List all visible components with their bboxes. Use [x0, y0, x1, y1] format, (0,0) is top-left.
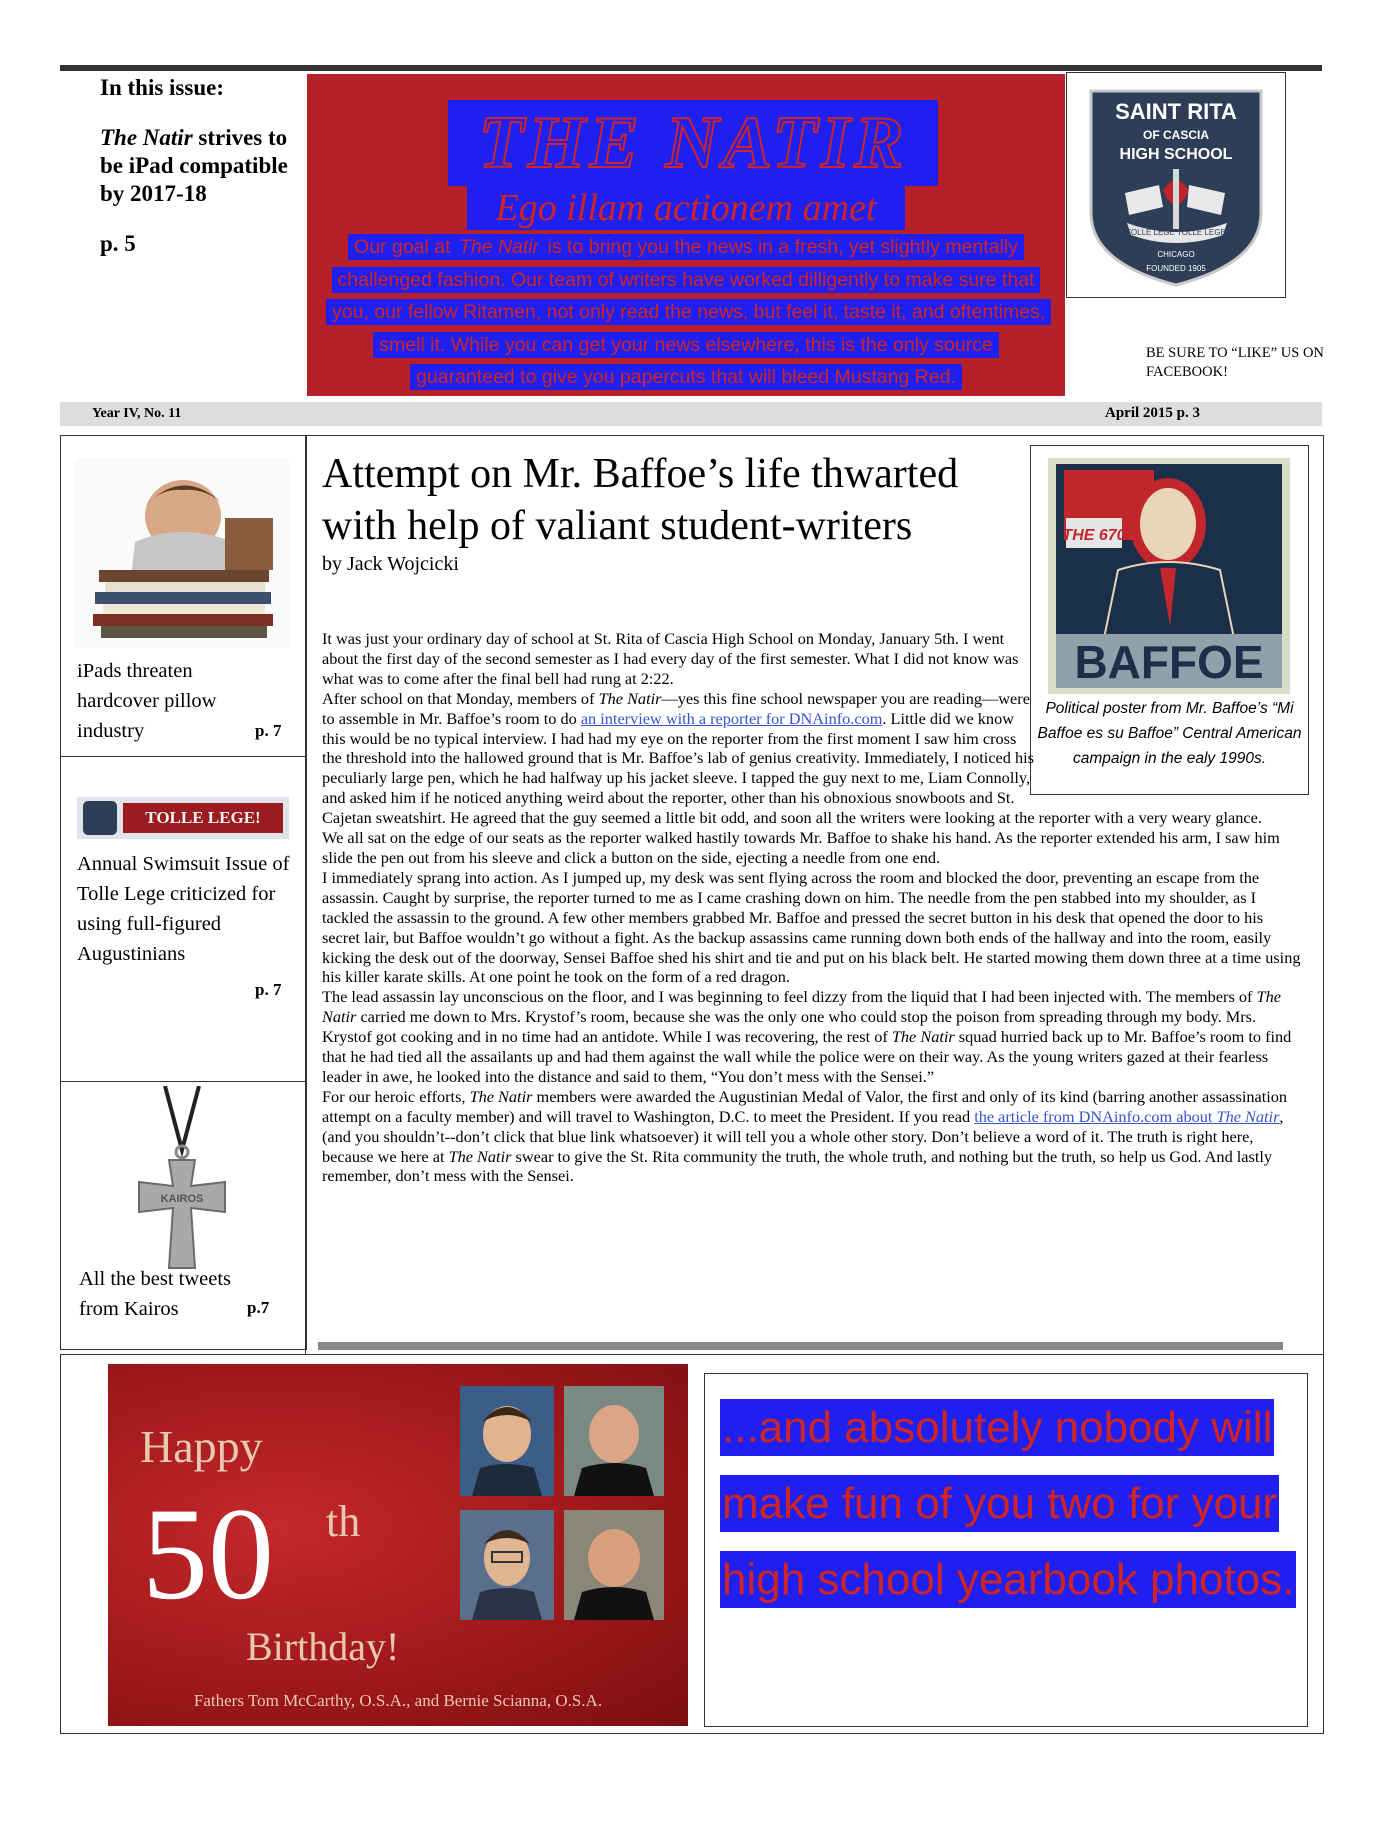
article-headline: Attempt on Mr. Baffoe’s life thwarted with help of valiant student-writers — [322, 451, 959, 549]
article-paragraph: For our heroic efforts, The Natir members were awarded the Augustinian Medal of Valor, the first and only of its kind (barring another assassination attempt on a faculty member) and will travel to Washington, D.C. to meet the President. If you read the article from DNAinfo.com about The Natir, (and you shouldn’t--don’t click that blue link whatsoever) it will tell you a whole other story. Don’t believe a word of it. The truth is right here, because we here at The Natir swear to give the St. Rita community the truth, the whole truth, and nothing but the truth, so help us God. And lastly remember, don’t mess with the Sensei. — [322, 1086, 1288, 1186]
sidebar-story-tolle-lege-page: p. 7 — [255, 980, 282, 999]
svg-text:TOLLE LEGE!: TOLLE LEGE! — [145, 808, 261, 827]
poster-caption: Political poster from Mr. Baffoe’s “Mi Baffoe es su Baffoe” Central American campaign in the ealy 1990s. — [1037, 700, 1302, 767]
sidebar-story-ipads-text: iPads threaten hardcover pillow industry — [77, 660, 217, 742]
svg-text:Happy: Happy — [140, 1421, 263, 1472]
svg-text:HIGH SCHOOL: HIGH SCHOOL — [1119, 146, 1233, 163]
tolle-lege-logo — [77, 797, 289, 839]
dnainfo-article-link[interactable]: the article from DNAinfo.com about The Natir — [974, 1106, 1280, 1126]
in-this-issue — [100, 74, 300, 258]
sidebar-story-ipads-page: p. 7 — [255, 721, 282, 740]
svg-text:Fathers Tom McCarthy, O.S.A.,: Fathers Tom McCarthy, O.S.A., and Bernie Scianna, O.S.A. — [193, 1691, 603, 1710]
article-paragraph: We all sat on the edge of our seats as the reporter walked hastily towards Mr. Baffoe to shake his hand. As the reporter extended his arm, I saw him slide the pen out from his sleeve and click a button on the side, ejecting a needle from one end. — [322, 828, 1280, 867]
masthead-motto: Ego illam actionem amet — [467, 186, 905, 230]
in-this-issue-heading: In this issue: — [100, 75, 224, 100]
svg-text:BAFFOE: BAFFOE — [1074, 636, 1264, 688]
sidebar-story-kairos — [60, 1081, 307, 1350]
sidebar-story-ipads — [60, 435, 307, 758]
issue-number: Year IV, No. 11 — [92, 406, 182, 421]
svg-text:Birthday!: Birthday! — [246, 1624, 400, 1669]
article-end-rule — [318, 1342, 1283, 1350]
article-body — [322, 629, 1305, 1186]
svg-text:th: th — [326, 1497, 361, 1546]
masthead-title-box — [448, 100, 938, 186]
dnainfo-interview-link[interactable]: an interview with a reporter for DNAinfo.com — [580, 708, 883, 728]
svg-text:CHICAGO: CHICAGO — [1157, 250, 1195, 259]
top-rule — [60, 65, 1322, 71]
mission-statement: Our goal at The Natir is to bring you the news in a fresh, yet slightly mentally challenged fashion. Our team of writers have worked dilligently to make sure that you, our fellow Ritamen, not only read the news, but feel it, taste it, and oftentimes, smell it. While you can get your news elsewhere, this is the only source guaranteed to give you papercuts that will bleed Mustang Red. — [326, 231, 1046, 394]
sidebar-story-tolle-lege — [60, 756, 307, 1083]
facebook-note: BE SURE TO “LIKE” US ON FACEBOOK! — [1146, 345, 1324, 380]
sidebar-story-kairos-text: All the best tweets from Kairos — [79, 1268, 232, 1320]
birthday-graphic — [108, 1364, 688, 1726]
sidebar-story-tolle-lege-text: Annual Swimsuit Issue of Tolle Lege criticized for using full-figured Augustinians — [77, 853, 290, 965]
sidebar-story-kairos-page: p.7 — [247, 1298, 270, 1317]
article-paragraph: After school on that Monday, members of The Natir—yes this fine school newspaper you are reading—were to assemble in Mr. Baffoe’s room to do an interview with a reporter for DNAinfo.com. Little did we know this would be no typical interview. I had had my eye on the reporter from the first moment I saw him cross the threshold into the hallowed ground that is Mr. Baffoe’s lab of genius creativity. Immediately, I noticed his peculiarly large pen, which he had halfway up his jacket sleeve. I tapped the guy next to me, Liam Connolly, and asked him if he noticed anything weird about the reporter, other than his obnoxious snowboots and St. Cajetan sweatshirt. He agreed that the guy seemed a little bit odd, and soon all the writers were looking at the reporter with a very weary glance. — [322, 688, 1262, 828]
date-bar — [60, 402, 1322, 426]
svg-text:OF CASCIA: OF CASCIA — [1143, 128, 1209, 142]
article-paragraph: It was just your ordinary day of school at St. Rita of Cascia High School on Monday, January 5th. I went about the first day of the second semester as I had every day of the first semester. What I did not know was what was to come after the final bell had rung at 2:22. — [322, 629, 1019, 688]
issue-date: April 2015 p. 3 — [1105, 405, 1201, 421]
sleeping-student-image — [75, 458, 289, 648]
in-this-issue-text: The Natir strives to be iPad compatible by 2017-18 — [100, 125, 288, 206]
article-byline: by Jack Wojcicki — [322, 553, 459, 575]
school-logo-box — [1066, 72, 1286, 298]
in-this-issue-page: p. 5 — [100, 231, 136, 256]
birthday-quote: ...and absolutely nobody will make fun of you two for your high school yearbook photos. — [720, 1390, 1310, 1618]
article-paragraph: I immediately sprang into action. As I jumped up, my desk was sent flying across the room and blocked the door, preventing an escape from the assassin. Caught by surprise, the reporter turned to me as I came crashing down on him. The needle from the pen stabbed into my shoulder, as I tackled the assassin to the ground. A few other members grabbed Mr. Baffoe and pressed the secret button in his desk that opened the door to his secret lair, but Baffoe wouldn’t go without a fight. As the backup assassins came running down both ends of the hallway and into the room, easily kicking the desk out of the doorway, Sensei Baffoe shed his shirt and tie and put on his black belt. He started mowing them down three at a time using his killer karate skills. At one point he took on the form of a red dragon. — [322, 867, 1301, 987]
newspaper-title: THE NATIR — [478, 102, 908, 184]
svg-text:SAINT RITA: SAINT RITA — [1115, 99, 1237, 124]
school-crest-icon — [1067, 73, 1285, 297]
svg-text:THE 670: THE 670 — [1062, 527, 1126, 544]
svg-text:TOLLE LEGE TOLLE LEGE: TOLLE LEGE TOLLE LEGE — [1126, 228, 1226, 237]
svg-text:FOUNDED 1905: FOUNDED 1905 — [1146, 264, 1206, 273]
article-paragraph: The lead assassin lay unconscious on the floor, and I was beginning to feel dizzy from the liquid that I had been injected with. The members of The Natir carried me down to Mrs. Krystof’s room, because she was the only one who could stop the poison from spreading through my body. Mrs. Krystof got cooking and in no time had an antidote. While I was recovering, the rest of The Natir squad hurried back up to Mr. Baffoe’s room to find that he had tied all the assailants up and had them against the wall while the police were on their way. As the young writers gazed at their fearless leader in awe, he looked into the distance and said to them, “You don’t mess with the Sensei.” — [322, 987, 1292, 1086]
kairos-cross-image — [127, 1086, 237, 1272]
svg-text:50: 50 — [142, 1480, 274, 1627]
birthday-graphic-art — [108, 1364, 688, 1726]
svg-text:KAIROS: KAIROS — [160, 1193, 204, 1205]
